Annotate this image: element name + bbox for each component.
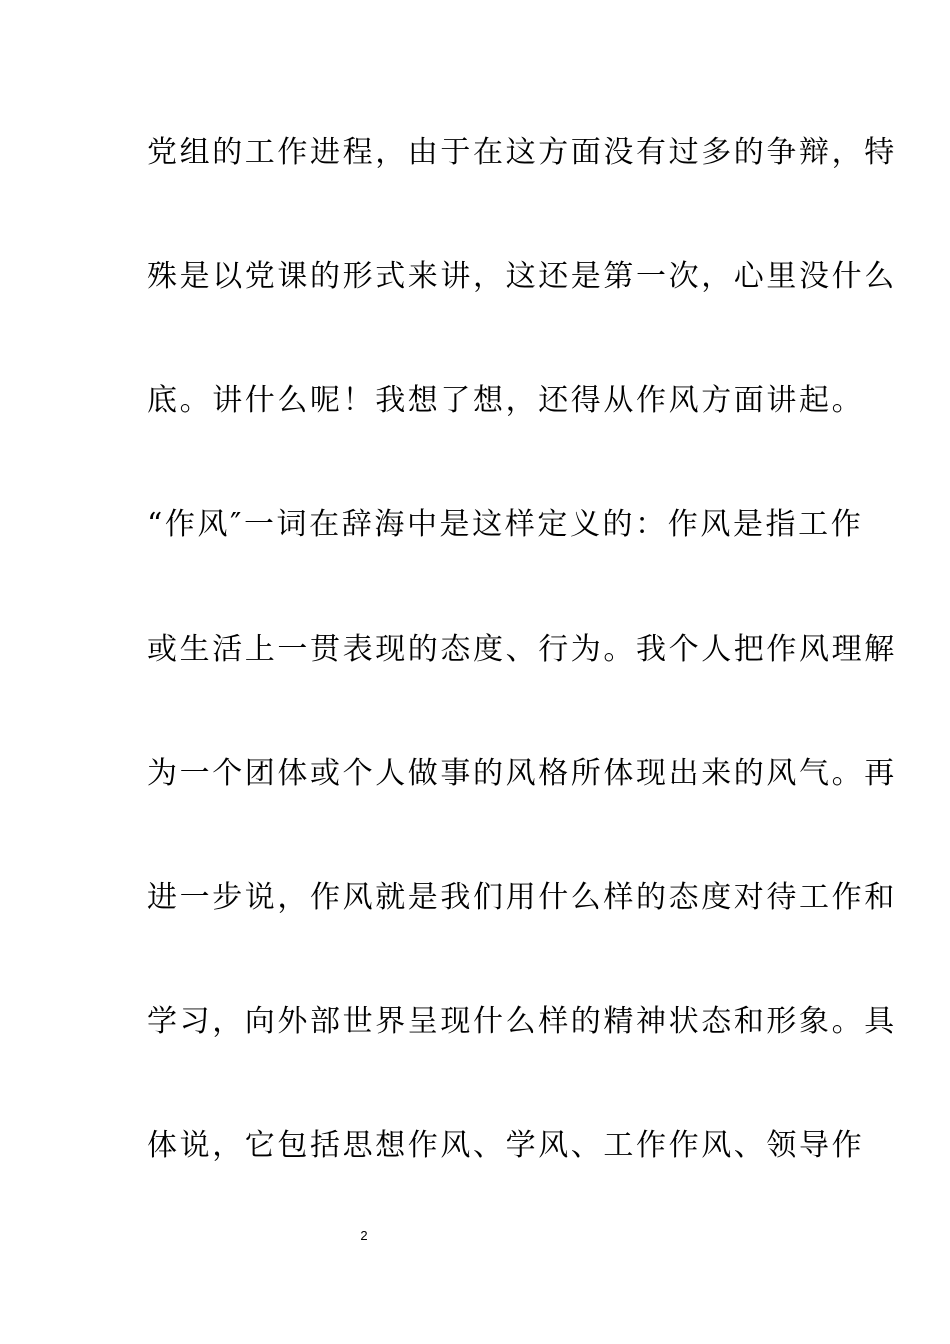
body-text-line: 学习，向外部世界呈现什么样的精神状态和形象。具 [147, 1004, 897, 1039]
body-text-line: 底。讲什么呢！我想了想，还得从作风方面讲起。 [147, 383, 865, 418]
body-text-line: 进一步说，作风就是我们用什么样的态度对待工作和 [147, 880, 897, 915]
body-text-line: “作风″一词在辞海中是这样定义的：作风是指工作 [147, 507, 864, 542]
body-text-line: 殊是以党课的形式来讲，这还是第一次，心里没什么 [147, 259, 897, 294]
body-text-line: 或生活上一贯表现的态度、行为。我个人把作风理解 [147, 632, 897, 667]
body-text-line: 党组的工作进程，由于在这方面没有过多的争辩，特 [147, 135, 897, 170]
body-text-line: 体说，它包括思想作风、学风、工作作风、领导作 [147, 1128, 865, 1163]
body-text-line: 为一个团体或个人做事的风格所体现出来的风气。再 [147, 756, 897, 791]
page-number: 2 [360, 1228, 368, 1243]
